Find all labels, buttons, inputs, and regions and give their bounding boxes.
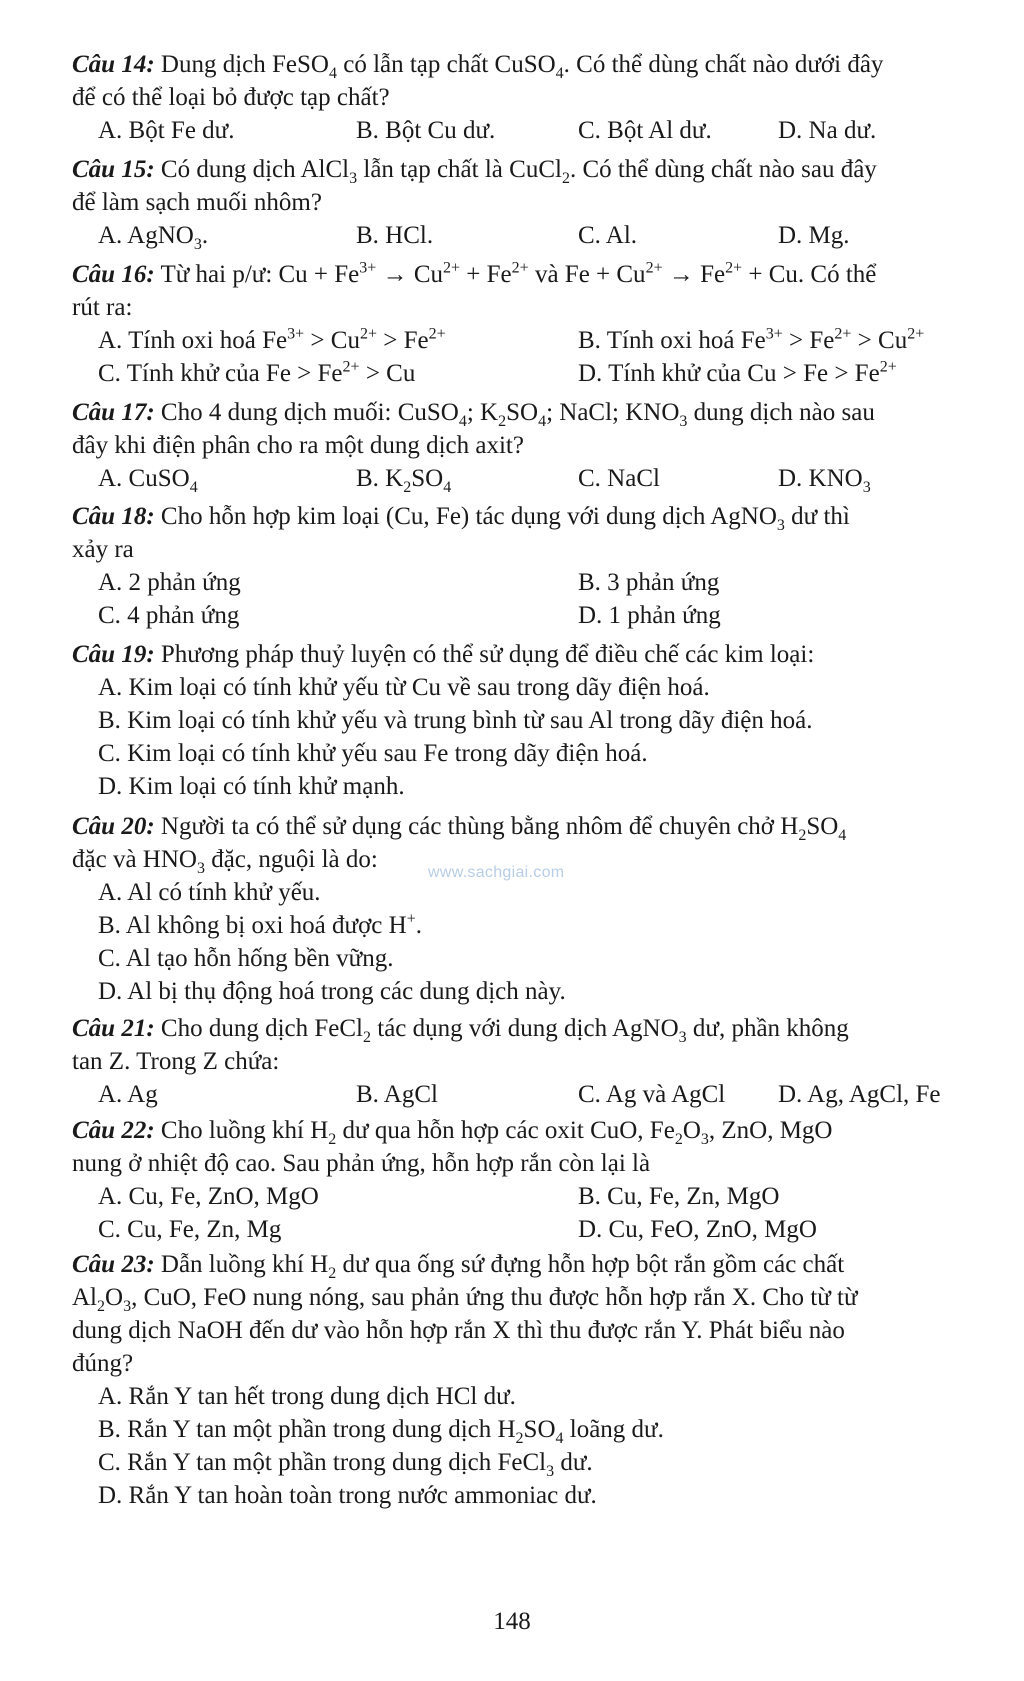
question-20: Câu 20: Người ta có thể sử dụng các thùng bằng nhôm để chuyên chở $H_2SO_4$ đặc và $HNO_3$ đặc, nguội là do: A. Al có tính khử yếu. B. Al không bị oxi hoá được H+. C. Al tạo hỗn hống bền vững. D. Al bị thụ động hoá trong các dung dịch này. <box>72 810 1002 1008</box>
option-b: B. Rắn Y tan một phần trong dung dịch $H_2SO_4$ loãng dư. <box>98 1416 664 1447</box>
option-d: D. Al bị thụ động hoá trong các dung dịch này. <box>98 978 566 1005</box>
question-text: Câu 20: Người ta có thể sử dụng các thùng bằng nhôm để chuyên chở $H_2SO_4$ <box>72 813 847 844</box>
option-a: A. AgNO$_3$. <box>98 222 209 253</box>
option-c: C. Al tạo hỗn hống bền vững. <box>98 945 394 972</box>
option-d: D. 1 phản ứng <box>578 602 721 629</box>
question-22: Câu 22: Cho luồng khí $H_2$ dư qua hỗn hợp các oxit CuO, $Fe_2O_3$, ZnO, MgO nung ở nhiệt độ cao. Sau phản ứng, hỗn hợp rắn còn lại là A. Cu, Fe, ZnO, MgO B. Cu, Fe, Zn, MgO C. Cu, Fe, Zn, Mg D. Cu, FeO, ZnO, MgO <box>72 1114 1002 1246</box>
option-d: D. Na dư. <box>778 117 877 144</box>
option-d: D. $KNO_3$ <box>778 465 871 496</box>
option-c: C. Ag và AgCl <box>578 1081 726 1108</box>
option-c: C. Cu, Fe, Zn, Mg <box>98 1216 282 1243</box>
option-d: D. Ag, AgCl, Fe <box>778 1081 941 1108</box>
question-19 <box>72 638 1002 803</box>
options-row <box>98 324 1002 357</box>
options-row <box>98 219 1002 252</box>
question-label: Câu 14: <box>72 51 155 78</box>
question-label: Câu 15: <box>72 156 155 183</box>
options-row <box>98 566 1002 599</box>
question-label: Câu 20: <box>72 813 155 840</box>
option-b: B. Tính oxi hoá $Fe^{3+} > Fe^{2+} > Cu^{2+}$ <box>578 325 925 354</box>
question-text: Câu 17: Cho 4 dung dịch muối: CuSO$_4$; $K_2SO_4$; NaCl; $KNO_3$ dung dịch nào sau <box>72 399 875 430</box>
option-c: C. Rắn Y tan một phần trong dung dịch FeCl$_3$ dư. <box>98 1449 593 1480</box>
question-label: Câu 18: <box>72 503 155 530</box>
option-b: B. Al không bị oxi hoá được H+. <box>98 910 422 939</box>
option-a: A. CuSO$_4$ <box>98 465 198 496</box>
question-label: Câu 21: <box>72 1015 155 1042</box>
option-b: B. 3 phản ứng <box>578 569 720 596</box>
watermark: www.sachgiai.com <box>428 864 565 881</box>
question-18: Câu 18: Cho hỗn hợp kim loại (Cu, Fe) tác dụng với dung dịch AgNO$_3$ dư thì xảy ra A. 2 phản ứng B. 3 phản ứng C. 4 phản ứng D. 1 phản ứng <box>72 500 1002 632</box>
option-c: C. Bột Al dư. <box>578 117 712 144</box>
question-16: Câu 16: Từ hai p/ư: $Cu + Fe^{3+} \to Cu^{2+} + Fe^{2+}$ và $Fe + Cu^{2+} \to Fe^{2+} + Cu$. Có thể rút ra: A. Tính oxi hoá $Fe^{3+} > Cu^{2+} > Fe^{2+}$ B. Tính oxi hoá $Fe^{3+} > Fe^{2+} > Cu^{2+}$ C. Tính khử của $Fe > Fe^{2+} > Cu$ D. Tính khử của $Cu > Fe > Fe^{2+}$ <box>72 258 1002 390</box>
options-row <box>98 1213 1002 1246</box>
option-c: C. Al. <box>578 222 638 249</box>
option-b: B. Cu, Fe, Zn, MgO <box>578 1183 780 1210</box>
options-row <box>98 114 1002 147</box>
options-row <box>98 1078 1002 1111</box>
option-b: B. HCl. <box>356 222 434 249</box>
option-b: B. Bột Cu dư. <box>356 117 496 144</box>
page-number: 148 <box>493 1608 531 1635</box>
option-a: A. Bột Fe dư. <box>98 117 235 144</box>
question-text: Câu 15: Có dung dịch AlCl$_3$ lẫn tạp chất là CuCl$_2$. Có thể dùng chất nào sau đây <box>72 156 877 187</box>
option-a: A. Ag <box>98 1081 158 1108</box>
question-label: Câu 16: <box>72 261 155 288</box>
question-21: Câu 21: Cho dung dịch FeCl$_2$ tác dụng với dung dịch AgNO$_3$ dư, phần không tan Z. Trong Z chứa: A. Ag B. AgCl C. Ag và AgCl D. Ag, AgCl, Fe <box>72 1012 1002 1111</box>
question-text: Câu 18: Cho hỗn hợp kim loại (Cu, Fe) tác dụng với dung dịch AgNO$_3$ dư thì <box>72 503 850 534</box>
question-15: Câu 15: Có dung dịch AlCl$_3$ lẫn tạp chất là CuCl$_2$. Có thể dùng chất nào sau đây để làm sạch muối nhôm? A. AgNO$_3$. B. HCl. C. Al. D. Mg. <box>72 153 1002 252</box>
options-row <box>98 599 1002 632</box>
option-b: B. $K_2SO_4$ <box>356 465 452 496</box>
question-label: Câu 19: <box>72 641 155 668</box>
option-a: A. Cu, Fe, ZnO, MgO <box>98 1183 319 1210</box>
option-b: B. AgCl <box>356 1081 438 1108</box>
option-c: C. Kim loại có tính khử yếu sau Fe trong dãy điện hoá. <box>98 740 648 767</box>
question-text: Câu 21: Cho dung dịch FeCl$_2$ tác dụng với dung dịch AgNO$_3$ dư, phần không <box>72 1015 849 1046</box>
option-c: C. NaCl <box>578 465 660 492</box>
option-a: A. Tính oxi hoá $Fe^{3+} > Cu^{2+} > Fe^{2+}$ <box>98 325 446 354</box>
option-a: A. Rắn Y tan hết trong dung dịch HCl dư. <box>98 1383 516 1410</box>
option-a: A. 2 phản ứng <box>98 569 241 596</box>
question-text: Câu 22: Cho luồng khí $H_2$ dư qua hỗn hợp các oxit CuO, $Fe_2O_3$, ZnO, MgO <box>72 1117 833 1148</box>
question-17: Câu 17: Cho 4 dung dịch muối: CuSO$_4$; $K_2SO_4$; NaCl; $KNO_3$ dung dịch nào sau đây khi điện phân cho ra một dung dịch axit? A. CuSO$_4$ B. $K_2SO_4$ C. NaCl D. $KNO_3$ <box>72 396 1002 495</box>
question-label: Câu 22: <box>72 1117 155 1144</box>
question-text: Câu 23: Dẫn luồng khí $H_2$ dư qua ống sứ đựng hỗn hợp bột rắn gồm các chất <box>72 1251 845 1282</box>
options-row <box>98 357 1002 390</box>
option-a: A. Al có tính khử yếu. <box>98 879 321 906</box>
option-d: D. Rắn Y tan hoàn toàn trong nước ammoniac dư. <box>98 1482 597 1509</box>
question-text: Câu 19: Phương pháp thuỷ luyện có thể sử dụng để điều chế các kim loại: <box>72 641 815 668</box>
question-text: Câu 16: Từ hai p/ư: $Cu + Fe^{3+} \to Cu^{2+} + Fe^{2+}$ và $Fe + Cu^{2+} \to Fe^{2+} + Cu$. Có thể <box>72 259 877 288</box>
option-d: D. Cu, FeO, ZnO, MgO <box>578 1216 817 1243</box>
question-14: Câu 14: Dung dịch FeSO$_4$ có lẫn tạp chất CuSO$_4$. Có thể dùng chất nào dưới đây để có thể loại bỏ được tạp chất? A. Bột Fe dư. B. Bột Cu dư. C. Bột Al dư. D. Na dư. <box>72 48 1002 147</box>
option-d: D. Tính khử của $Cu > Fe > Fe^{2+}$ <box>578 358 897 387</box>
option-d: D. Kim loại có tính khử mạnh. <box>98 773 405 800</box>
option-c: C. 4 phản ứng <box>98 602 240 629</box>
question-23: Câu 23: Dẫn luồng khí $H_2$ dư qua ống sứ đựng hỗn hợp bột rắn gồm các chất $Al_2O_3$, CuO, FeO nung nóng, sau phản ứng thu được hỗn hợp rắn X. Cho từ từ dung dịch NaOH đến dư vào hỗn hợp rắn X thì thu được rắn Y. Phát biểu nào đúng? A. Rắn Y tan hết trong dung dịch HCl dư. B. Rắn Y tan một phần trong dung dịch $H_2SO_4$ loãng dư. C. Rắn Y tan một phần trong dung dịch FeCl$_3$ dư. D. Rắn Y tan hoàn toàn trong nước ammoniac dư. <box>72 1248 1002 1512</box>
options-row <box>98 1180 1002 1213</box>
option-c: C. Tính khử của $Fe > Fe^{2+} > Cu$ <box>98 358 416 387</box>
question-label: Câu 17: <box>72 399 155 426</box>
question-text: Câu 14: Dung dịch FeSO$_4$ có lẫn tạp chất CuSO$_4$. Có thể dùng chất nào dưới đây <box>72 51 884 82</box>
option-a: A. Kim loại có tính khử yếu từ Cu về sau trong dãy điện hoá. <box>98 674 710 701</box>
option-d: D. Mg. <box>778 222 850 249</box>
options-row <box>98 462 1002 495</box>
question-label: Câu 23: <box>72 1251 155 1278</box>
option-b: B. Kim loại có tính khử yếu và trung bình từ sau Al trong dãy điện hoá. <box>98 707 813 734</box>
